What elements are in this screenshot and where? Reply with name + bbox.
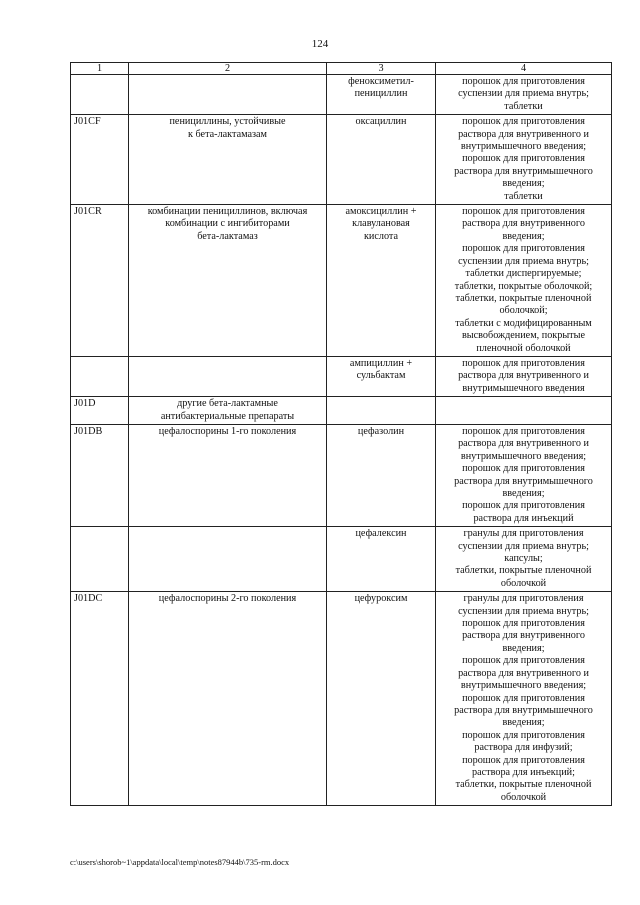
column-header: 2 xyxy=(129,63,327,75)
dosage-form-line: порошок для приготовления xyxy=(462,618,585,630)
dosage-forms-cell xyxy=(436,397,612,425)
dosage-form-line: порошок для приготовления xyxy=(462,754,585,766)
dosage-form-line: внутримышечного введения; xyxy=(460,680,587,692)
page-number: 124 xyxy=(311,38,329,50)
atc-code-cell xyxy=(71,75,129,115)
atc-group-cell: другие бета-лактамные антибактериальные препараты xyxy=(129,397,327,425)
drug-name-cell: ампициллин + сульбактам xyxy=(327,356,436,396)
drug-name-cell: цефазолин xyxy=(327,424,436,526)
dosage-form-line: порошок для приготовления xyxy=(462,500,585,512)
atc-group-cell xyxy=(129,527,327,592)
atc-code-cell: J01CF xyxy=(71,115,129,205)
dosage-form-line: раствора для внутривенного и xyxy=(458,128,589,140)
dosage-forms-cell xyxy=(436,356,612,396)
atc-code-cell: J01D xyxy=(71,397,129,425)
dosage-form-line: раствора для внутривенного и xyxy=(458,438,589,450)
drug-name-cell: оксациллин xyxy=(327,115,436,205)
dosage-forms-cell xyxy=(436,592,612,806)
column-header: 1 xyxy=(71,63,129,75)
drug-name-cell xyxy=(327,397,436,425)
dosage-form-line: раствора для внутримышечного xyxy=(454,475,593,487)
dosage-form-line: раствора для внутривенного и xyxy=(458,370,589,382)
table-row xyxy=(71,424,612,526)
dosage-form-line: суспензии для приема внутрь; xyxy=(458,255,589,267)
dosage-forms-cell xyxy=(436,527,612,592)
dosage-form-line: введения; xyxy=(502,717,545,729)
table-row xyxy=(71,527,612,592)
table-body xyxy=(71,75,612,806)
dosage-form-line: порошок для приготовления xyxy=(462,425,585,437)
atc-code-cell: J01DB xyxy=(71,424,129,526)
dosage-form-line: таблетки xyxy=(504,100,543,112)
dosage-form-line: таблетки, покрытые оболочкой; xyxy=(454,280,593,292)
drug-table xyxy=(70,62,612,806)
table-row xyxy=(71,592,612,806)
atc-group-cell: пенициллины, устойчивые к бета-лактамазам xyxy=(129,115,327,205)
file-path-footer: c:\users\shorob~1\appdata\local\temp\notes87944b\735-rm.docx xyxy=(70,857,290,867)
dosage-form-line: оболочкой xyxy=(500,577,547,589)
dosage-form-line: внутримышечного введения; xyxy=(460,141,587,153)
dosage-forms-cell xyxy=(436,75,612,115)
dosage-form-line: раствора для инфузий; xyxy=(474,742,573,754)
dosage-form-line: раствора для внутривенного xyxy=(462,218,585,230)
drug-name-cell: цефуроксим xyxy=(327,592,436,806)
dosage-form-line: порошок для приготовления xyxy=(462,116,585,128)
column-header: 3 xyxy=(327,63,436,75)
atc-group-cell: цефалоспорины 2-го поколения xyxy=(129,592,327,806)
dosage-form-line: раствора для внутримышечного xyxy=(454,704,593,716)
atc-group-cell xyxy=(129,356,327,396)
column-header: 4 xyxy=(436,63,612,75)
drug-name-cell: цефалексин xyxy=(327,527,436,592)
dosage-form-line: внутримышечного введения xyxy=(462,382,585,394)
dosage-forms-cell xyxy=(436,115,612,205)
atc-group-cell: комбинации пенициллинов, включая комбинации с ингибиторами бета-лактамаз xyxy=(129,205,327,357)
dosage-form-line: порошок для приготовления xyxy=(462,655,585,667)
dosage-form-line: порошок для приготовления xyxy=(462,463,585,475)
atc-code-cell: J01CR xyxy=(71,205,129,357)
dosage-form-line: таблетки xyxy=(504,190,543,202)
drug-name-cell: феноксиметил- пенициллин xyxy=(327,75,436,115)
dosage-form-line: порошок для приготовления xyxy=(462,357,585,369)
table-header-row xyxy=(71,63,612,75)
dosage-form-line: пленочной оболочкой xyxy=(476,342,571,354)
dosage-form-line: таблетки с модифицированным xyxy=(455,317,592,329)
dosage-form-line: таблетки, покрытые пленочной xyxy=(455,779,592,791)
dosage-form-line: таблетки, покрытые пленочной xyxy=(455,292,592,304)
dosage-form-line: таблетки, покрытые пленочной xyxy=(455,565,592,577)
dosage-form-line: порошок для приготовления xyxy=(462,76,585,87)
atc-code-cell xyxy=(71,527,129,592)
atc-code-cell xyxy=(71,356,129,396)
atc-group-cell: цефалоспорины 1-го поколения xyxy=(129,424,327,526)
dosage-form-line: введения; xyxy=(502,230,545,242)
table-row xyxy=(71,397,612,425)
dosage-form-line: раствора для внутривенного и xyxy=(458,667,589,679)
dosage-form-line: высвобождением, покрытые xyxy=(462,330,585,342)
dosage-form-line: внутримышечного введения; xyxy=(460,450,587,462)
dosage-form-line: суспензии для приема внутрь; xyxy=(458,88,589,100)
atc-group-cell xyxy=(129,75,327,115)
drug-name-cell: амоксициллин + клавулановая кислота xyxy=(327,205,436,357)
dosage-form-line: гранулы для приготовления xyxy=(463,528,584,540)
dosage-form-line: суспензии для приема внутрь; xyxy=(458,540,589,552)
dosage-form-line: раствора для инъекций; xyxy=(472,766,575,778)
dosage-form-line: раствора для внутримышечного xyxy=(454,165,593,177)
table-row xyxy=(71,205,612,357)
dosage-form-line: раствора для инъекций xyxy=(473,512,574,524)
table-row xyxy=(71,75,612,115)
table-row xyxy=(71,115,612,205)
dosage-form-line: порошок для приготовления xyxy=(462,153,585,165)
atc-code-cell: J01DC xyxy=(71,592,129,806)
dosage-form-line: раствора для внутривенного xyxy=(462,630,585,642)
dosage-forms-cell xyxy=(436,205,612,357)
dosage-form-line: введения; xyxy=(502,642,545,654)
dosage-form-line: оболочкой; xyxy=(499,305,548,317)
dosage-form-line: введения; xyxy=(502,178,545,190)
dosage-forms-cell xyxy=(436,424,612,526)
dosage-form-line: порошок для приготовления xyxy=(462,729,585,741)
dosage-form-line: порошок для приготовления xyxy=(462,692,585,704)
dosage-form-line: таблетки диспергируемые; xyxy=(465,268,582,280)
dosage-form-line: порошок для приготовления xyxy=(462,206,585,218)
dosage-form-line: суспензии для приема внутрь; xyxy=(458,605,589,617)
table-row xyxy=(71,356,612,396)
dosage-form-line: введения; xyxy=(502,488,545,499)
dosage-form-line: оболочкой xyxy=(500,791,547,803)
dosage-form-line: гранулы для приготовления xyxy=(463,593,584,605)
dosage-form-line: капсулы; xyxy=(504,553,543,565)
dosage-form-line: порошок для приготовления xyxy=(462,243,585,255)
